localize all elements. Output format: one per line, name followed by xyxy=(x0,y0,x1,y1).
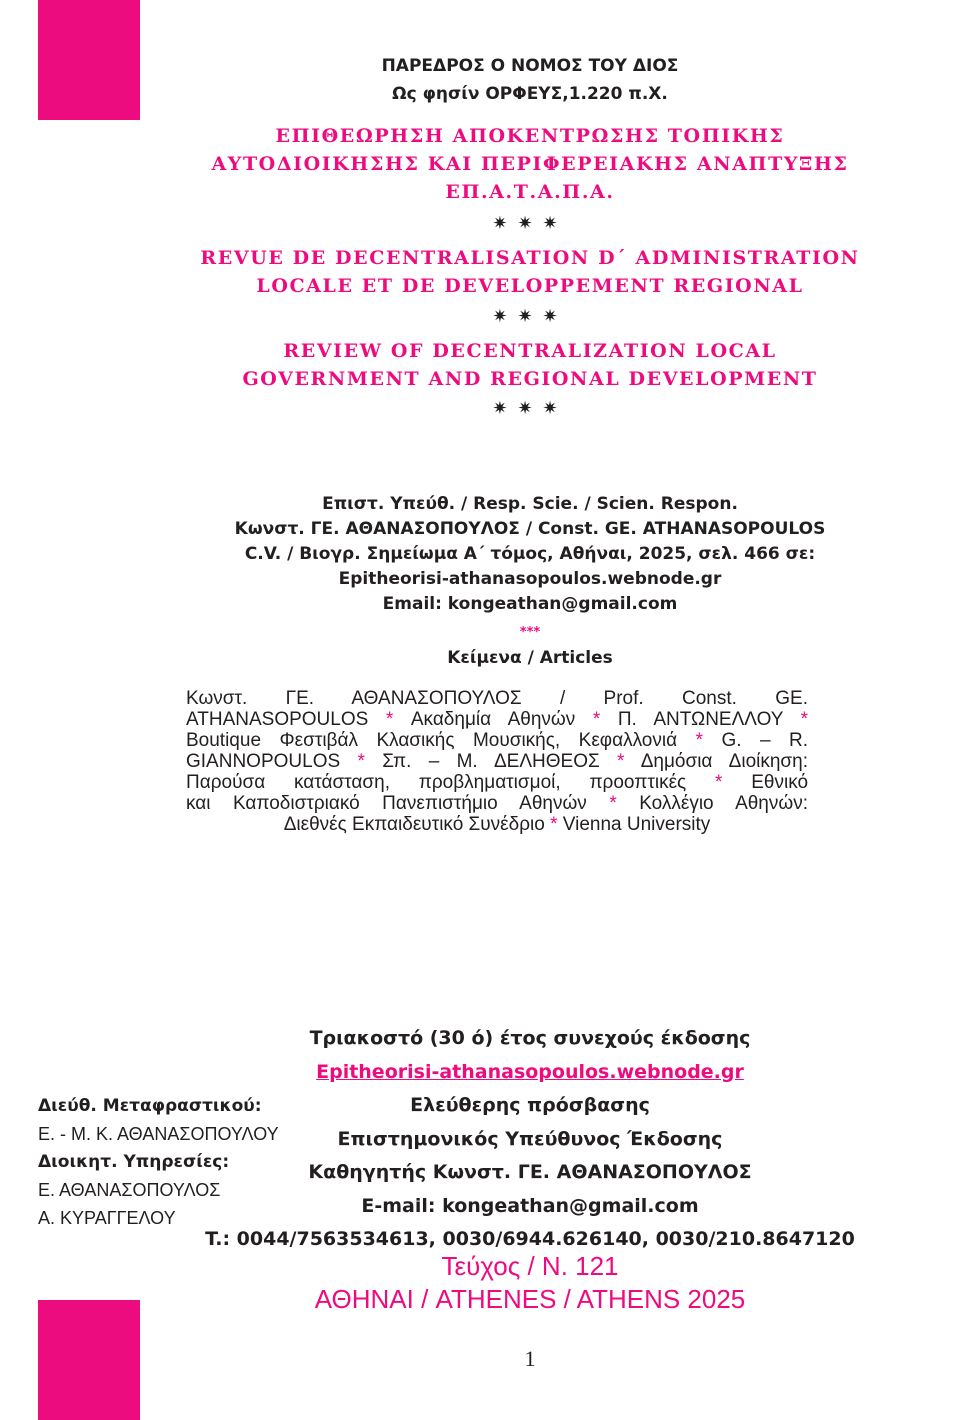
admin-label: Διοικητ. Υπηρεσίες: xyxy=(38,1152,230,1172)
title-greek-line-3: ΕΠ.Α.Τ.Α.Π.Α. xyxy=(445,181,615,203)
stars-divider: ✷✷✷ xyxy=(492,398,568,419)
staff-block xyxy=(38,1092,328,1232)
articles-list xyxy=(186,688,808,835)
articles-heading: Κείμενα / Articles xyxy=(447,648,613,668)
articles-line: Boutique Φεστιβάλ Κλασικής Μουσικής, Κεφαλλονιά * G. – R. xyxy=(186,730,808,751)
translation-name: Ε. - Μ. Κ. ΑΘΑΝΑΣΟΠΟΥΛΟΥ xyxy=(38,1124,279,1144)
responsible-website: Epitheorisi-athanasopoulos.webnode.gr xyxy=(338,569,722,589)
issue-number: Τεύχος / Ν. 121 xyxy=(441,1251,619,1281)
motto-line: ΠΑΡΕΔΡΟΣ Ο ΝΟΜΟΣ ΤΟΥ ΔΙΟΣ xyxy=(381,56,679,76)
separator: *** xyxy=(519,625,541,640)
articles-line: Διεθνές Εκπαιδευτικό Συνέδριο * Vienna University xyxy=(283,814,711,835)
title-english-line-2: GOVERNMENT AND REGIONAL DEVELOPMENT xyxy=(242,368,818,390)
decorative-bar-bottom xyxy=(38,1300,140,1420)
motto-source: Ως φησίν ΟΡΦΕΥΣ,1.220 π.Χ. xyxy=(392,84,668,104)
responsible-block xyxy=(140,492,920,617)
stars-divider: ✷✷✷ xyxy=(492,306,568,327)
page-number: 1 xyxy=(524,1346,536,1371)
footer-email: E-mail: kongeathan@gmail.com xyxy=(361,1194,699,1217)
motto xyxy=(140,52,920,108)
editor-name: Καθηγητής Κωνστ. ΓΕ. ΑΘΑΝΑΣΟΠΟΥΛΟΣ xyxy=(308,1161,752,1183)
decorative-bar-top xyxy=(38,0,140,120)
editor-title: Επιστημονικός Υπεύθυνος Έκδοσης xyxy=(337,1127,723,1150)
website-link[interactable]: Epitheorisi-athanasopoulos.webnode.gr xyxy=(316,1060,744,1083)
responsible-line: Κωνστ. ΓΕ. ΑΘΑΝΑΣΟΠΟΥΛΟΣ / Const. GE. ATHANASOPOULOS xyxy=(234,519,826,539)
articles-line: ATHANASOPOULOS * Ακαδημία Αθηνών * Π. ΑΝΤΩΝΕΛΛΟΥ * xyxy=(186,709,809,730)
articles-line: Παρούσα κατάσταση, προβληματισμοί, προοπτικές * Εθνικό xyxy=(186,772,809,793)
admin-name: Ε. ΑΘΑΝΑΣΟΠΟΥΛΟΣ xyxy=(38,1180,221,1200)
responsible-line: C.V. / Βιογρ. Σημείωμα Α΄ τόμος, Αθήναι, 2025, σελ. 466 σε: xyxy=(244,544,816,564)
issue-block xyxy=(140,1250,920,1316)
responsible-email: Email: kongeathan@gmail.com xyxy=(382,594,678,614)
title-greek-line-2: ΑΥΤΟΔΙΟΙΚΗΣΗΣ ΚΑΙ ΠΕΡΙΦΕΡΕΙΑΚΗΣ ΑΝΑΠΤΥΞΗΣ xyxy=(211,153,849,175)
responsible-line: Επιστ. Υπεύθ. / Resp. Scie. / Scien. Respon. xyxy=(322,494,738,514)
footer-phones: T.: 0044/7563534613, 0030/6944.626140, 0030/210.8647120 xyxy=(205,1228,855,1250)
title-english xyxy=(140,337,920,393)
title-french-line-2: LOCALE ET DE DEVELOPPEMENT REGIONAL xyxy=(256,275,804,297)
title-french-line-1: REVUE DE DECENTRALISATION D΄ ADMINISTRATION xyxy=(200,247,860,269)
articles-line: GIANNOPOULOS * Σπ. – Μ. ΔΕΛΗΘΕΟΣ * Δημόσια Διοίκηση: xyxy=(186,751,809,772)
title-french xyxy=(140,244,920,300)
title-greek xyxy=(140,122,920,206)
title-greek-line-1: ΕΠΙΘΕΩΡΗΣΗ ΑΠΟΚΕΝΤΡΩΣΗΣ ΤΟΠΙΚΗΣ xyxy=(275,125,785,147)
issue-place-year: ΑΘΗΝΑΙ / ATHENES / ATHENS 2025 xyxy=(314,1284,746,1314)
stars-divider: ✷✷✷ xyxy=(492,213,568,234)
translation-label: Διεύθ. Μεταφραστικού: xyxy=(38,1096,262,1116)
title-english-line-1: REVIEW OF DECENTRALIZATION LOCAL xyxy=(283,340,777,362)
articles-line: και Καποδιστριακό Πανεπιστήμιο Αθηνών * Κολλέγιο Αθηνών: xyxy=(186,793,808,814)
admin-name: Α. ΚΥΡΑΓΓΕΛΟΥ xyxy=(38,1208,176,1228)
year-line: Τριακοστό (30 ό) έτος συνεχούς έκδοσης xyxy=(309,1027,751,1049)
articles-line: Κωνστ. ΓΕ. ΑΘΑΝΑΣΟΠΟΥΛΟΣ / Prof. Const. GE. xyxy=(186,688,808,709)
access-line: Ελεύθερης πρόσβασης xyxy=(410,1094,650,1116)
